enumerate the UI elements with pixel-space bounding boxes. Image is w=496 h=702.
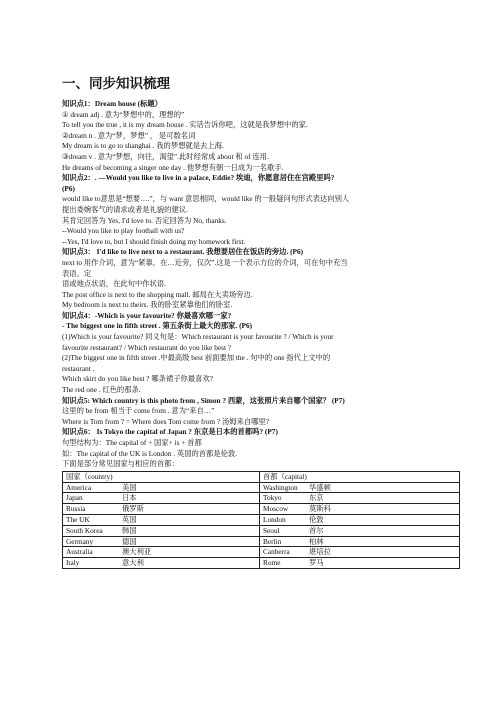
capital-name-en: Washington [263, 482, 298, 492]
country-name-zh: 意大利 [122, 558, 144, 568]
note-line: The post office is next to the shopping mall. 邮局在大卖场旁边. [62, 289, 253, 299]
country-cell [63, 558, 260, 569]
capital-name-zh: 伦敦 [309, 514, 324, 524]
note-line: 这里的 be from 相当于 come from . 意为“来自…” [62, 406, 215, 416]
table-header-cell: 国家（country) [63, 471, 260, 482]
table-row [63, 525, 460, 536]
country-name-zh: 德国 [122, 536, 137, 546]
note-line: 下面是部分常见国家与相应的首都： [62, 459, 179, 469]
table-row [63, 536, 460, 547]
note-line: He dreams of becoming a singer one day . 他梦想有朝一日成为一名歌手. [62, 162, 284, 172]
note-line: My bedroom is next to theirs. 我的卧室紧靠他们的卧室. [62, 300, 233, 310]
note-line: favourite restaurant? / Which restaurant do you like best ? [62, 342, 232, 352]
country-name-en: South Korea [66, 525, 103, 535]
capital-name-en: Seoul [263, 525, 280, 535]
capital-name-en: Rome [263, 558, 281, 568]
country-name-zh: 澳大利亚 [122, 547, 152, 557]
knowledge-point-line: 知识点5: Which country is this photo from , Simon ? 西蒙，这张照片来自哪个国家？ (P7) [62, 395, 345, 405]
country-capital-table [62, 471, 460, 569]
capital-cell [260, 558, 460, 569]
country-name-zh: 英国 [122, 514, 137, 524]
country-name-en: Russia [66, 504, 86, 514]
capital-name-zh: 莫斯科 [309, 504, 331, 514]
notes-body [62, 99, 460, 470]
capital-name-en: London [263, 514, 286, 524]
table-row [63, 493, 460, 504]
country-cell [63, 536, 260, 547]
capital-name-en: Moscow [263, 504, 289, 514]
note-line: My dream is to go to shanghai . 我的梦想就是去上海. [62, 141, 224, 151]
table-row [63, 504, 460, 515]
note-line: Which skirt do you like best ? 哪条裙子你最喜欢? [62, 374, 213, 384]
note-line: ②dream n . 意为“梦，梦想” ， 是可数名词 [62, 130, 196, 140]
note-line: 表语、定 [62, 268, 92, 278]
country-cell [63, 514, 260, 525]
table-row [63, 482, 460, 493]
country-name-zh: 美国 [122, 482, 137, 492]
capital-name-zh: 东京 [309, 493, 324, 503]
note-line: Where is Tom from ? = Where does Tom come from ? 汤姆来自哪里? [62, 416, 269, 426]
knowledge-point-line: 知识点4：-Which is your favourite? 你最喜欢哪一家? [62, 310, 232, 320]
capital-name-zh: 堪培拉 [309, 547, 331, 557]
capital-cell [260, 504, 460, 515]
country-name-zh: 俄罗斯 [122, 504, 144, 514]
capital-name-zh: 罗马 [309, 558, 324, 568]
country-cell [63, 504, 260, 515]
capital-cell [260, 547, 460, 558]
country-cell [63, 493, 260, 504]
capital-name-en: Tokyo [263, 493, 282, 503]
capital-cell [260, 525, 460, 536]
country-name-en: America [66, 482, 92, 492]
note-line: restaurant . [62, 363, 95, 373]
document-page [62, 72, 460, 569]
country-name-en: The UK [66, 514, 90, 524]
capital-cell [260, 493, 460, 504]
country-cell [63, 482, 260, 493]
capital-cell [260, 536, 460, 547]
note-line: 其肯定回答为 Yes, I'd love to. 否定回答为 No, thanks. [62, 215, 227, 225]
country-name-zh: 日本 [122, 493, 137, 503]
note-line: 句型结构为：The capital of + 国家+ is + 首都 [62, 438, 202, 447]
capital-cell [260, 514, 460, 525]
note-line: (2)The biggest one in fifth street .中最高级 best 前面要加 the . 句中的 one 指代上文中的 [62, 353, 331, 363]
capital-name-zh: 华盛顿 [309, 482, 331, 492]
country-cell [63, 525, 260, 536]
table-row [63, 547, 460, 558]
country-cell [63, 547, 260, 558]
table-row [63, 558, 460, 569]
knowledge-point-line: 知识点2：. —Would you like to live in a palace, Eddie? 埃迪，你愿意居住在宫殿里吗? [62, 173, 335, 183]
note-line: The red one . 红色的那条. [62, 385, 141, 395]
knowledge-point-line: 知识点1：Dream house (标题） [62, 99, 162, 108]
knowledge-point-line: 知识点3： I'd like to live next to a restaurant. 我想要居住在饭店的旁边. (P6) [62, 247, 304, 257]
note-line: To tell you the true , it is my dream house . 实话告诉你吧，这就是我梦想中的家. [62, 120, 308, 130]
capital-cell [260, 482, 460, 493]
note-line: (1)Which is your favourite? 同义句是：Which restaurant is your favourite ? / Which is your [62, 332, 334, 342]
note-line: would like to意思是“想要….”，与 want 意思相同，would like 的一般疑问句形式表达向别人 [62, 194, 350, 204]
section-heading: 一、同步知识梳理 [62, 76, 170, 92]
capital-name-en: Berlin [263, 536, 282, 546]
note-line: ③dream v . 意为“梦想，向往，渴望”.此时经常成 about 和 of 连用. [62, 151, 269, 161]
note-line: next to 用作介词，意为“紧靠，在…近旁，仅次”.这是一个表示方位的介词，可在句中充当 [62, 257, 348, 267]
capital-name-zh: 首尔 [309, 525, 324, 535]
country-name-zh: 韩国 [122, 525, 137, 535]
capital-name-en: Canberra [263, 547, 290, 557]
capital-name-zh: 柏林 [309, 536, 324, 546]
knowledge-point-line: 知识点6： Is Tokyo the capital of Japan ? 东京是日本的首都吗? (P7) [62, 427, 278, 437]
table-header-row [63, 471, 460, 482]
knowledge-point-line: - The biggest one in fifth street . 第五条街上最大的那家. (P6) [62, 321, 253, 331]
table-row [63, 514, 460, 525]
note-line: 如：The capital of the UK is London . 英国的首都是伦敦. [62, 448, 238, 458]
country-name-en: Australia [66, 547, 93, 557]
table-header-cell: 首都（capital) [260, 471, 460, 482]
country-name-en: Japan [66, 493, 83, 503]
note-line: 提出委婉客气的请求或者是礼貌的建议. [62, 204, 188, 214]
note-line: 语或地点状语，在此句中作状语. [62, 279, 166, 289]
note-line: ① dream adj . 意为“梦想中的，理想的” [62, 109, 185, 119]
knowledge-point-line: (P6) [62, 183, 75, 193]
note-line: --Yes, I'd love to, but I should finish doing my homework first. [62, 236, 246, 246]
country-name-en: Italy [66, 558, 80, 568]
country-name-en: Germany [66, 536, 94, 546]
note-line: --Would you like to play football with us? [62, 226, 185, 236]
